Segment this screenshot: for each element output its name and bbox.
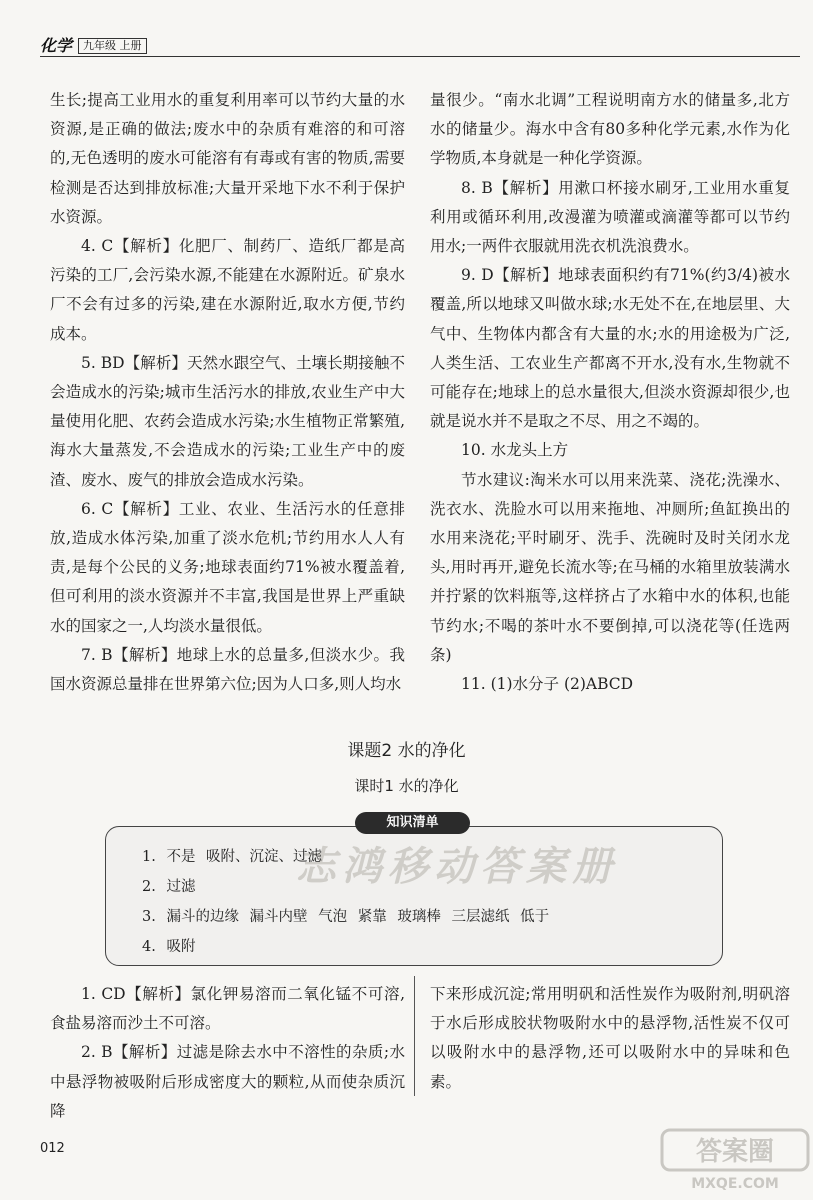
logo-sub-text: MXQE.COM (691, 1176, 779, 1192)
logo-main-text: 答案圈 (695, 1137, 775, 1167)
exercise-1: 1. CD【解析】氯化钾易溶而二氧化锰不可溶,食盐易溶而沙土不可溶。 (50, 985, 405, 1033)
answer-9: 9. D【解析】地球表面积约有71%(约3/4)被水覆盖,所以地球又叫做水球;水无处不在,在地层里、大气中、生物体内都含有大量的水;水的用途极为广泛,人类生活、工农业生产都离不开水,没有水,生物就不可能存在;地球上的总水量很大,但淡水资源却很少,也就是说水并不是取之不尽、用之不竭的。 (430, 266, 790, 431)
lesson-title: 课时1 水的净化 (354, 777, 459, 795)
knowledge-badge: 知识清单 (355, 812, 470, 834)
header-rule (40, 56, 800, 57)
answer-4: 4. C【解析】化肥厂、制药厂、造纸厂都是高污染的工厂,会污染水源,不能建在水源附近。矿泉水厂不会有过多的污染,建在水源附近,取水方便,节约成本。 (50, 237, 405, 343)
bottom-left-column (50, 980, 405, 1126)
column-divider (414, 976, 415, 1096)
answer-5: 5. BD【解析】天然水跟空气、土壤长期接触不会造成水的污染;城市生活污水的排放,农业生产中大量使用化肥、农药会造成水污染;水生植物正常繁殖,海水大量蒸发,不会造成水的污染;工业生产中的废渣、废水、废气的排放会造成水污染。 (50, 353, 405, 489)
section-title: 课题2 水的净化 (347, 741, 466, 761)
paragraph: 量很少。“南水北调”工程说明南方水的储量多,北方水的储量少。海水中含有80多种化学元素,水作为化学物质,本身就是一种化学资源。 (430, 91, 790, 168)
knowledge-box (105, 826, 723, 966)
answer-10: 10. 水龙头上方 (461, 441, 569, 460)
exercise-2: 2. B【解析】过滤是除去水中不溶性的杂质;水中悬浮物被吸附后形成密度大的颗粒,从而使杂质沉降 (50, 1043, 405, 1120)
answer-6: 6. C【解析】工业、农业、生活污水的任意排放,造成水体污染,加重了淡水危机;节约用水人人有责,是每个公民的义务;地球表面约71%被水覆盖着,但可利用的淡水资源并不丰富,我国是世界上严重缺水的国家之一,人均淡水量很低。 (50, 499, 405, 635)
answer-7: 7. B【解析】地球上水的总量多,但淡水少。我国水资源总量排在世界第六位;因为人口多,则人均水 (50, 645, 405, 694)
logo-mark-icon (660, 1128, 810, 1194)
answer-8: 8. B【解析】用漱口杯接水刷牙,工业用水重复利用或循环利用,改漫灌为喷灌或滴灌等都可以节约用水;一两件衣服就用洗衣机洗浪费水。 (430, 178, 790, 256)
corner-logo (660, 1128, 810, 1194)
knowledge-item: 1. 不是 吸附、沉淀、过滤 (142, 849, 323, 865)
top-right-column (430, 86, 790, 699)
water-saving-suggestion: 节水建议:淘米水可以用来洗菜、浇花;洗澡水、洗衣水、洗脸水可以用来拖地、冲厕所;鱼缸换出的水用来浇花;平时刷牙、洗手、洗碗时及时关闭水龙头,用时再开,避免长流水等;在马桶的水箱里放装满水并拧紧的饮料瓶等,这样挤占了水箱中水的体积,也能节约水;不喝的茶叶水不要倒掉,可以浇花等(任选两条) (430, 470, 790, 664)
top-left-column (50, 86, 405, 699)
subject-tag (40, 36, 147, 56)
paragraph: 生长;提高工业用水的重复利用率可以节约大量的水资源,是正确的做法;废水中的杂质有难溶的和可溶的,无色透明的废水可能溶有有毒或有害的物质,需要检测是否达到排放标准;大量开采地下水不利于保护水资源。 (50, 91, 405, 226)
grade-label: 九年级 上册 (78, 38, 147, 54)
bottom-right-column (430, 980, 790, 1097)
answer-11: 11. (1)水分子 (2)ABCD (461, 675, 634, 694)
subject-label: 化学 (40, 36, 73, 55)
page-header (40, 36, 800, 58)
knowledge-item: 4. 吸附 (142, 939, 196, 955)
knowledge-item: 3. 漏斗的边缘 漏斗内壁 气泡 紧靠 玻璃棒 三层滤纸 低于 (142, 909, 550, 925)
knowledge-item: 2. 过滤 (142, 879, 196, 895)
page-number: 012 (40, 1141, 65, 1156)
watermark: 志鸿移动答案册 (296, 844, 618, 890)
paragraph: 下来形成沉淀;常用明矾和活性炭作为吸附剂,明矾溶于水后形成胶状物吸附水中的悬浮物,活性炭不仅可以吸附水中的悬浮物,还可以吸附水中的异味和色素。 (430, 985, 790, 1091)
